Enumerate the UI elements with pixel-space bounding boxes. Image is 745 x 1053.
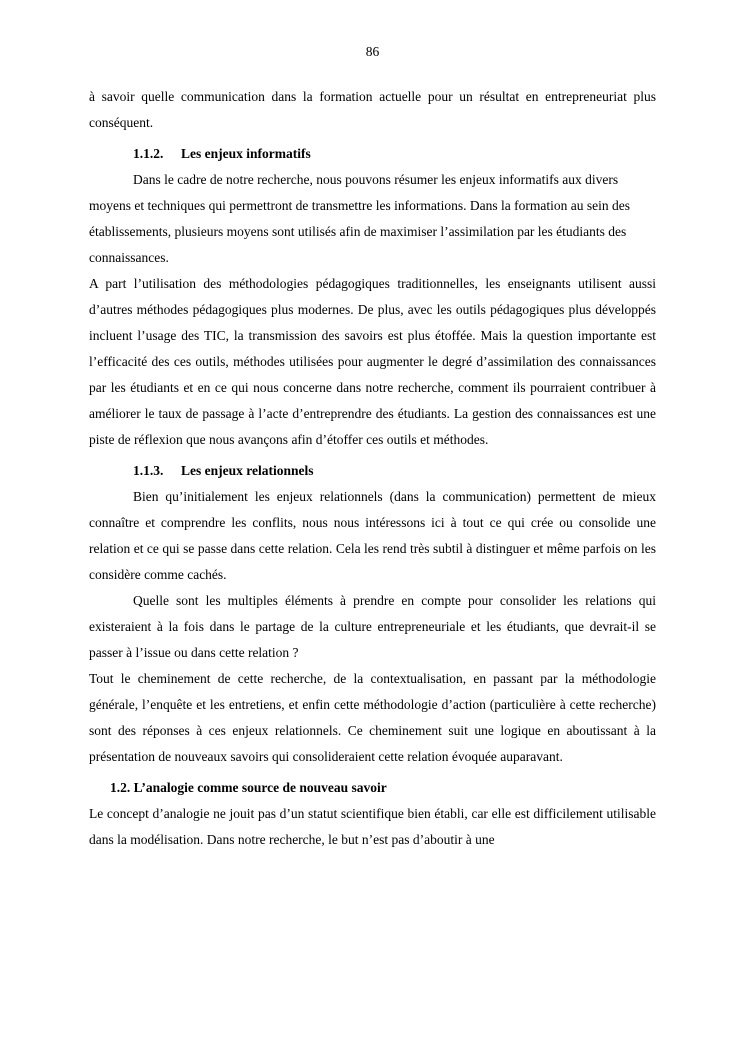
paragraph-cheminement: Tout le cheminement de cette recherche, de la contextualisation, en passant par la méthodologie générale, l’enquête et les entretiens, et enfin cette méthodologie d’action (particulière à cette recherche) sont des réponses à ces enjeux relationnels. Ce cheminement suit une logique en aboutissant à la présentation de nouveaux savoirs qui consolideraient cette relation évoquée auparavant. <box>89 671 656 764</box>
heading-title: Les enjeux relationnels <box>181 463 314 478</box>
heading-number: 1.1.2. <box>133 146 164 161</box>
heading-1-2: 1.2. L’analogie comme source de nouveau savoir <box>110 780 387 795</box>
paragraph-informatifs: Dans le cadre de notre recherche, nous pouvons résumer les enjeux informatifs aux divers moyens et techniques qui permettront de transmettre les informations. Dans la formation au sein des établissements, plusieurs moyens sont utilisés afin de maximiser l’assimilation par les étudiants des connaissances. <box>89 172 630 265</box>
paragraph-methodes: A part l’utilisation des méthodologies pédagogiques traditionnelles, les enseignants utilisent aussi d’autres méthodes pédagogiques plus modernes. De plus, avec les outils pédagogiques plus développés incluent l’usage des TIC, la transmission des savoirs est plus étoffée. Mais la question importante est l’efficacité des ces outils, méthodes utilisées pour augmenter le degré d’assimilation des connaissances par les étudiants et en ce qui nous concerne dans notre recherche, comment ils pourraient contribuer à améliorer le taux de passage à l’acte d’entreprendre des étudiants. La gestion des connaissances est une piste de réflexion que nous avançons afin d’étoffer ces outils et méthodes. <box>89 276 656 447</box>
page-number: 86 <box>365 44 380 59</box>
paragraph-intro: à savoir quelle communication dans la formation actuelle pour un résultat en entrepreneuriat plus conséquent. <box>89 89 656 130</box>
heading-title: Les enjeux informatifs <box>181 146 311 161</box>
heading-number: 1.1.3. <box>133 463 164 478</box>
paragraph-analogie: Le concept d’analogie ne jouit pas d’un statut scientifique bien établi, car elle est difficilement utilisable dans la modélisation. Dans notre recherche, le but n’est pas d’aboutir à une <box>89 806 656 847</box>
heading-1-1-2 <box>89 141 656 167</box>
paragraph-elements: Quelle sont les multiples éléments à prendre en compte pour consolider les relations qui existeraient à la fois dans le partage de la culture entrepreneuriale et les étudiants, que devrait-il se passer à l’issue ou dans cette relation ? <box>89 593 656 660</box>
document-body <box>89 84 656 853</box>
heading-1-1-3 <box>89 458 656 484</box>
paragraph-relationnels: Bien qu’initialement les enjeux relationnels (dans la communication) permettent de mieux connaître et comprendre les conflits, nous nous intéressons ici à tout ce qui crée ou consolide une relation et ce qui se passe dans cette relation. Cela les rend très subtil à distinguer et même parfois on les considère comme cachés. <box>89 489 656 582</box>
